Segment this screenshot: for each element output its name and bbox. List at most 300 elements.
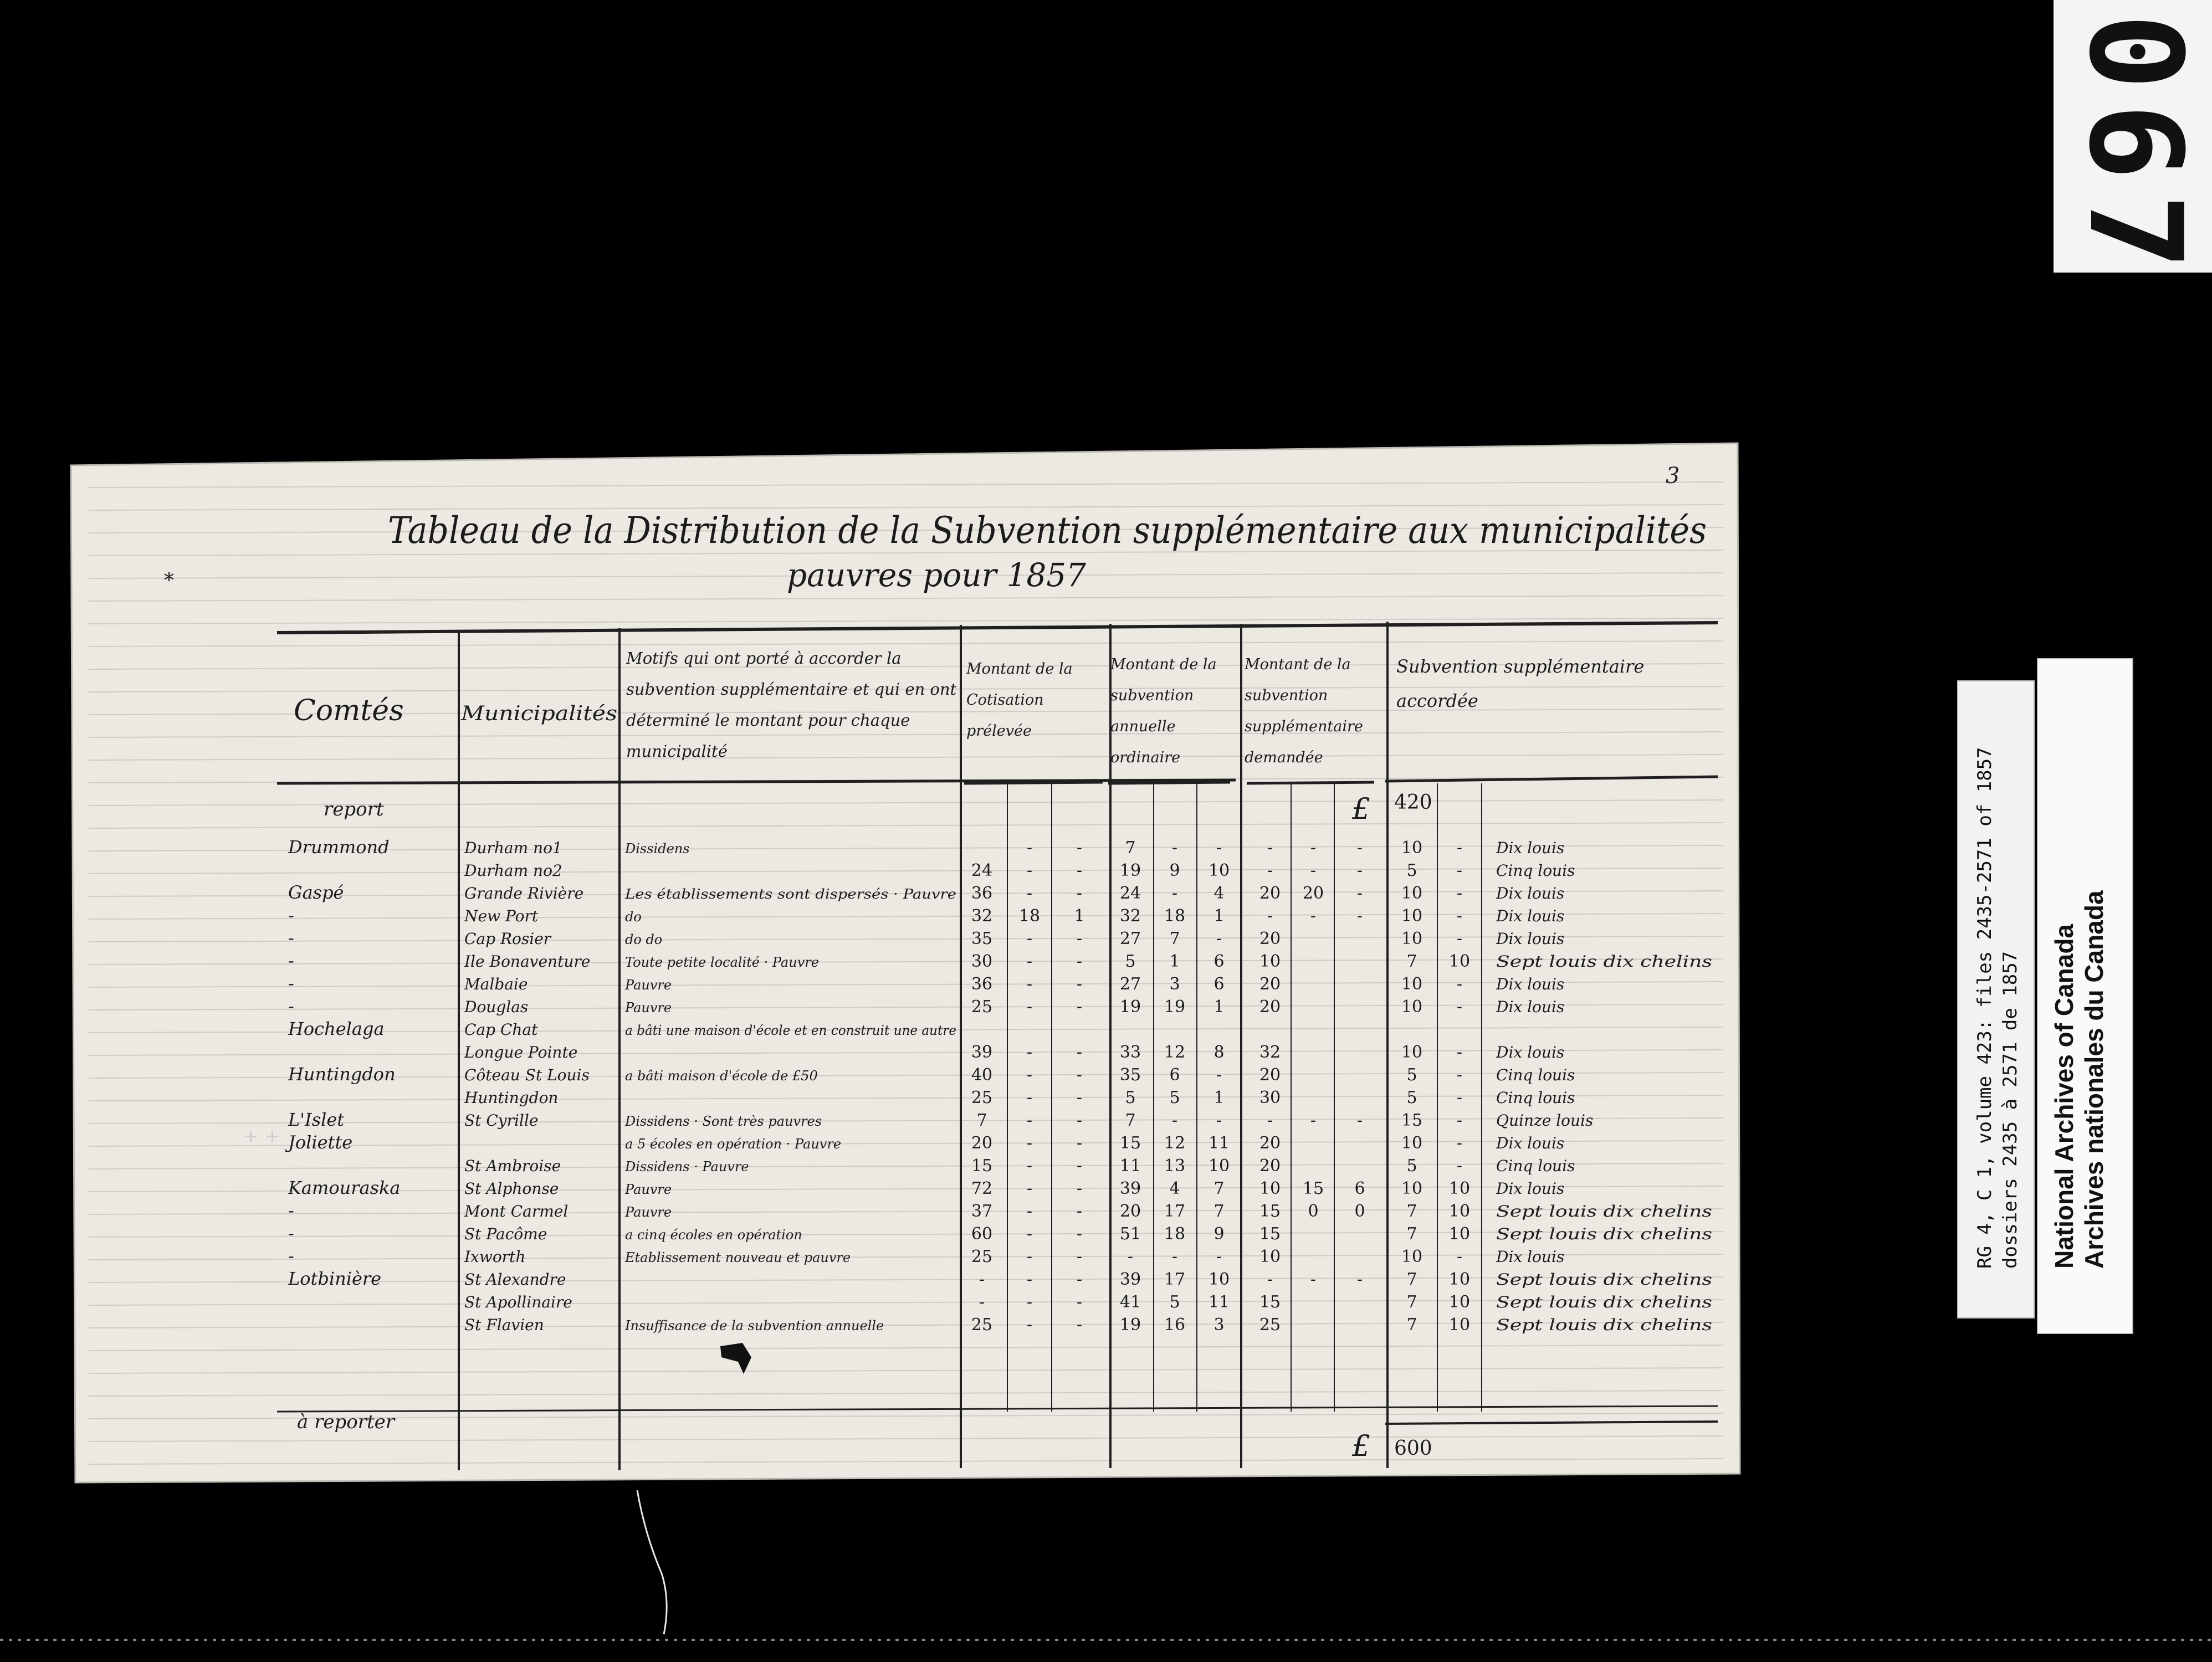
row-municipalite: St Ambroise	[464, 1157, 561, 1175]
row-amount-c3: -	[1076, 1065, 1083, 1085]
row-motif: Les établissements sont dispersés · Pauvre	[624, 886, 956, 902]
row-amount-o2: 17	[1164, 1270, 1186, 1289]
reference-line-fr: dossiers 2435 à 2571 de 1857	[1999, 951, 2021, 1269]
row-amount-c1: 30	[971, 952, 993, 971]
margin-cross: + +	[243, 1125, 280, 1147]
row-amount-c2: -	[1026, 952, 1033, 971]
row-amount-c1: 24	[971, 861, 993, 880]
row-amount-a1: 7	[1406, 1270, 1417, 1289]
row-amount-c1: 72	[971, 1179, 993, 1198]
row-municipalite: Douglas	[464, 998, 529, 1016]
row-amount-c1: 39	[971, 1043, 993, 1062]
row-amount-o3: 3	[1213, 1315, 1225, 1335]
row-amount-o1: 27	[1119, 974, 1141, 994]
row-amount-o3: 10	[1208, 861, 1230, 880]
row-municipalite: Mont Carmel	[464, 1202, 569, 1220]
frame-number: 067	[2061, 13, 2209, 284]
row-municipalite: St Apollinaire	[464, 1293, 572, 1311]
row-amount-o1: 32	[1119, 906, 1141, 926]
row-amount-c2: -	[1026, 1133, 1033, 1153]
row-amount-words: Dix louis	[1496, 1179, 1565, 1198]
row-amount-o2: 3	[1169, 974, 1180, 994]
row-comte: -	[288, 1200, 294, 1221]
page-number: 3	[1666, 463, 1680, 489]
row-motif: Dissidens	[625, 841, 690, 856]
row-amount-c2: -	[1026, 974, 1033, 994]
row-amount-c3: -	[1076, 929, 1083, 948]
row-amount-c2: -	[1026, 1247, 1033, 1266]
carry-currency: £	[1352, 1430, 1371, 1463]
row-amount-a2: 10	[1448, 952, 1471, 971]
row-municipalite: St Pacôme	[464, 1225, 547, 1243]
row-amount-c1: 15	[971, 1156, 993, 1176]
row-amount-o1: 39	[1119, 1270, 1141, 1289]
row-amount-o3: -	[1216, 1065, 1222, 1085]
row-amount-a1: 10	[1401, 884, 1423, 903]
header-accordee: Subvention supplémentaire accordée	[1396, 656, 1645, 711]
document-title-line2: pauvres pour 1857	[787, 556, 1087, 594]
row-amount-o3: -	[1216, 929, 1222, 948]
row-amount-o2: 17	[1164, 1202, 1186, 1221]
row-amount-words: Cinq louis	[1496, 1089, 1575, 1107]
row-motif: a cinq écoles en opération	[625, 1227, 802, 1243]
row-amount-c3: -	[1076, 884, 1083, 903]
row-comte: Kamouraska	[288, 1177, 401, 1198]
row-amount-d3: -	[1356, 906, 1363, 926]
row-amount-a2: -	[1456, 1133, 1463, 1153]
margin-mark: *	[164, 570, 174, 592]
row-amount-o3: -	[1216, 1111, 1222, 1130]
row-amount-words: Sept louis dix chelins	[1496, 952, 1712, 971]
row-amount-o2: 16	[1164, 1315, 1186, 1335]
header-municipalites: Municipalités	[460, 702, 617, 725]
row-amount-c3: -	[1076, 952, 1083, 971]
row-comte: L'Islet	[288, 1109, 345, 1130]
row-motif: Pauvre	[625, 1000, 672, 1015]
header-cotisation: Montant de la Cotisation prélevée	[966, 660, 1073, 740]
header-motifs: Motifs qui ont porté à accorder la subvention supplémentaire et qui en ont déterminé le montant pour chaque municipalité	[626, 649, 957, 761]
row-amount-c2: -	[1026, 1292, 1033, 1312]
row-amount-d1: 20	[1259, 1133, 1281, 1153]
row-amount-words: Sept louis dix chelins	[1496, 1270, 1712, 1289]
row-amount-a2: -	[1456, 1088, 1463, 1107]
row-amount-c3: -	[1076, 838, 1083, 858]
row-amount-c1: 60	[971, 1224, 993, 1244]
row-comte: Hochelaga	[288, 1018, 385, 1039]
row-amount-o1: 7	[1125, 838, 1136, 858]
row-amount-o3: 7	[1213, 1179, 1225, 1198]
row-amount-words: Cinq louis	[1496, 1157, 1575, 1175]
row-amount-d2: -	[1310, 838, 1317, 858]
row-amount-a1: 7	[1406, 1292, 1417, 1312]
row-municipalite: St Cyrille	[464, 1111, 539, 1130]
row-amount-d1: -	[1267, 906, 1273, 926]
row-amount-o1: 41	[1119, 1292, 1141, 1312]
row-amount-o3: 6	[1213, 974, 1225, 994]
row-amount-d1: -	[1267, 861, 1273, 880]
grid-line	[1247, 782, 1374, 783]
row-amount-o3: 8	[1213, 1043, 1225, 1062]
row-amount-c2: -	[1026, 1043, 1033, 1062]
row-amount-c3: -	[1076, 1111, 1083, 1130]
row-amount-a1: 7	[1406, 1202, 1417, 1221]
row-amount-d3: -	[1356, 838, 1363, 858]
row-amount-c1: 40	[971, 1065, 993, 1085]
row-comte: Joliette	[288, 1132, 353, 1153]
row-amount-o2: 18	[1164, 906, 1186, 926]
row-municipalite: Durham no2	[464, 861, 562, 880]
row-amount-o3: 1	[1213, 1088, 1225, 1107]
row-amount-o1: 19	[1119, 861, 1141, 880]
row-comte: -	[288, 905, 294, 926]
row-amount-d1: -	[1267, 1270, 1273, 1289]
row-comte: -	[288, 1245, 294, 1266]
row-amount-a1: 10	[1401, 929, 1423, 948]
row-amount-a1: 10	[1401, 838, 1423, 858]
row-amount-o3: 7	[1213, 1202, 1225, 1221]
row-municipalite: Huntingdon	[464, 1089, 559, 1107]
row-motif: Etablissement nouveau et pauvre	[625, 1250, 851, 1265]
row-amount-o3: 10	[1208, 1156, 1230, 1176]
row-motif: Pauvre	[625, 1204, 672, 1220]
row-amount-a2: 10	[1448, 1270, 1471, 1289]
row-amount-d1: 10	[1259, 1247, 1281, 1266]
row-amount-c3: -	[1076, 1224, 1083, 1244]
row-amount-c2: -	[1026, 1270, 1033, 1289]
row-amount-c2: -	[1026, 1088, 1033, 1107]
row-amount-o2: 7	[1169, 929, 1180, 948]
row-amount-o1: 51	[1119, 1224, 1141, 1244]
row-amount-d1: 15	[1259, 1202, 1281, 1221]
row-amount-a1: 10	[1401, 1133, 1423, 1153]
row-amount-words: Sept louis dix chelins	[1496, 1293, 1712, 1311]
row-amount-o1: -	[1127, 1247, 1134, 1266]
report-currency: £	[1352, 793, 1371, 826]
header-cotisation-box	[966, 654, 1097, 765]
row-comte: -	[288, 996, 294, 1017]
row-amount-c2: -	[1026, 997, 1033, 1017]
row-municipalite: Longue Pointe	[464, 1043, 578, 1061]
row-amount-o2: -	[1171, 1111, 1178, 1130]
row-amount-d3: -	[1356, 861, 1363, 880]
header-demandee-box	[1245, 649, 1380, 766]
row-motif: Pauvre	[625, 1182, 672, 1197]
row-amount-o2: 6	[1169, 1065, 1180, 1085]
row-amount-c2: -	[1026, 929, 1033, 948]
row-amount-c1: -	[979, 1270, 985, 1289]
row-amount-d3: 6	[1354, 1179, 1365, 1198]
row-amount-o3: 11	[1208, 1292, 1230, 1312]
row-amount-c3: -	[1076, 997, 1083, 1017]
row-amount-a2: -	[1456, 1065, 1463, 1085]
row-municipalite: Ile Bonaventure	[464, 952, 591, 971]
row-amount-words: Sept louis dix chelins	[1496, 1225, 1712, 1243]
row-amount-a2: -	[1456, 1111, 1463, 1130]
row-motif: a bâti maison d'école de £50	[625, 1068, 818, 1084]
row-municipalite: St Alphonse	[464, 1179, 559, 1198]
row-amount-words: Cinq louis	[1496, 1066, 1575, 1084]
row-amount-d2: -	[1310, 1270, 1317, 1289]
row-amount-a2: 10	[1448, 1202, 1471, 1221]
row-amount-c2: -	[1026, 1224, 1033, 1244]
row-amount-d3: -	[1356, 1111, 1363, 1130]
row-amount-c1: 25	[971, 1315, 993, 1335]
row-amount-o3: 1	[1213, 997, 1225, 1017]
thread-mark	[637, 1490, 667, 1634]
row-comte: -	[288, 973, 294, 994]
row-amount-words: Dix louis	[1496, 1134, 1565, 1152]
row-amount-c2: -	[1026, 884, 1033, 903]
row-amount-a1: 10	[1401, 1043, 1423, 1062]
row-amount-c3: -	[1076, 1133, 1083, 1153]
row-amount-o3: -	[1216, 1247, 1222, 1266]
row-amount-o2: -	[1171, 1247, 1178, 1266]
row-amount-o1: 39	[1119, 1179, 1141, 1198]
row-municipalite: St Alexandre	[464, 1270, 566, 1289]
row-amount-d2: 15	[1302, 1179, 1324, 1198]
row-municipalite: Malbaie	[464, 975, 528, 993]
row-amount-c3: -	[1076, 1292, 1083, 1312]
row-motif: Dissidens · Pauvre	[625, 1159, 749, 1174]
row-comte: Gaspé	[288, 882, 344, 903]
row-amount-o1: 15	[1119, 1133, 1141, 1153]
row-amount-d2: 20	[1302, 884, 1324, 903]
row-amount-o2: 5	[1169, 1292, 1180, 1312]
row-amount-a1: 7	[1406, 1315, 1417, 1335]
archive-name-fr: Archives nationales du Canada	[2080, 890, 2108, 1269]
row-municipalite: Grande Rivière	[464, 884, 584, 902]
row-amount-o3: -	[1216, 838, 1222, 858]
row-motif: a 5 écoles en opération · Pauvre	[625, 1136, 842, 1152]
row-amount-c3: -	[1076, 1270, 1083, 1289]
row-amount-o2: 4	[1169, 1179, 1180, 1198]
row-amount-o1: 5	[1125, 952, 1136, 971]
row-amount-d1: 20	[1259, 1156, 1281, 1176]
row-amount-a1: 5	[1406, 1065, 1417, 1085]
row-comte: Huntingdon	[288, 1064, 396, 1085]
row-amount-c1: 37	[971, 1202, 993, 1221]
row-amount-d2: -	[1310, 861, 1317, 880]
row-amount-a1: 5	[1406, 1156, 1417, 1176]
row-amount-o1: 5	[1125, 1088, 1136, 1107]
row-amount-c3: -	[1076, 974, 1083, 994]
row-comte: -	[288, 1223, 294, 1244]
row-amount-a2: -	[1456, 838, 1463, 858]
row-amount-c3: -	[1076, 1088, 1083, 1107]
row-amount-words: Dix louis	[1496, 930, 1565, 948]
row-amount-a2: -	[1456, 906, 1463, 926]
row-amount-d3: -	[1356, 884, 1363, 903]
row-amount-a2: 10	[1448, 1179, 1471, 1198]
header-ordinaire-box	[1110, 649, 1241, 766]
row-amount-a2: -	[1456, 884, 1463, 903]
header-comtes: Comtés	[294, 694, 404, 727]
row-municipalite: St Flavien	[464, 1316, 544, 1334]
row-amount-o2: 19	[1164, 997, 1186, 1017]
row-amount-c2: -	[1026, 838, 1033, 858]
row-amount-a1: 10	[1401, 1179, 1423, 1198]
row-amount-o1: 7	[1125, 1111, 1136, 1130]
row-amount-o1: 19	[1119, 1315, 1141, 1335]
row-amount-d2: -	[1310, 1111, 1317, 1130]
row-amount-a1: 7	[1406, 1224, 1417, 1244]
row-amount-c1: 25	[971, 1088, 993, 1107]
row-amount-d1: 15	[1259, 1224, 1281, 1244]
row-amount-d1: -	[1267, 1111, 1273, 1130]
row-amount-o2: 18	[1164, 1224, 1186, 1244]
row-amount-words: Dix louis	[1496, 907, 1565, 925]
row-amount-d1: -	[1267, 838, 1273, 858]
row-amount-o1: 35	[1119, 1065, 1141, 1085]
row-amount-a2: -	[1456, 974, 1463, 994]
row-amount-a2: 10	[1448, 1315, 1471, 1335]
row-amount-o2: -	[1171, 838, 1178, 858]
grid-line	[964, 782, 1103, 783]
row-amount-o3: 1	[1213, 906, 1225, 926]
row-amount-o2: 5	[1169, 1088, 1180, 1107]
row-municipalite: Cap Rosier	[464, 930, 551, 948]
row-amount-a1: 5	[1406, 1088, 1417, 1107]
row-motif: Pauvre	[625, 977, 672, 993]
row-amount-c3: 1	[1074, 906, 1085, 926]
row-amount-words: Quinze louis	[1496, 1111, 1594, 1130]
row-comte: Lotbinière	[288, 1268, 382, 1289]
reference-line-en: RG 4, C 1, volume 423: files 2435-2571 of 1857	[1974, 747, 1996, 1269]
row-amount-words: Dix louis	[1496, 998, 1565, 1016]
row-amount-d1: 20	[1259, 1065, 1281, 1085]
row-amount-o1: 27	[1119, 929, 1141, 948]
document-title-line1: Tableau de la Distribution de la Subvention supplémentaire aux municipalités	[388, 509, 1707, 552]
row-amount-d1: 30	[1259, 1088, 1281, 1107]
row-amount-a1: 5	[1406, 861, 1417, 880]
row-amount-d2: -	[1310, 906, 1317, 926]
row-municipalite: New Port	[464, 907, 539, 925]
row-amount-a2: -	[1456, 861, 1463, 880]
row-amount-a2: -	[1456, 1043, 1463, 1062]
row-amount-c3: -	[1076, 1202, 1083, 1221]
row-amount-d1: 25	[1259, 1315, 1281, 1335]
row-comte: Drummond	[288, 837, 390, 858]
row-amount-words: Sept louis dix chelins	[1496, 1316, 1712, 1334]
row-amount-o3: 4	[1213, 884, 1225, 903]
archive-name-en: National Archives of Canada	[2050, 924, 2078, 1269]
row-motif: do	[625, 909, 642, 925]
row-amount-a1: 10	[1401, 1247, 1423, 1266]
row-motif: Dissidens · Sont très pauvres	[625, 1114, 822, 1129]
row-amount-o2: 12	[1164, 1133, 1186, 1153]
row-amount-o1: 19	[1119, 997, 1141, 1017]
row-amount-c1: 35	[971, 929, 993, 948]
row-amount-c2: -	[1026, 1179, 1033, 1198]
row-amount-d1: 10	[1259, 1179, 1281, 1198]
row-motif: do do	[625, 932, 663, 947]
row-amount-c1: -	[979, 1292, 985, 1312]
header-ordinaire: Montant de la subvention annuelle ordinaire	[1110, 656, 1217, 766]
row-amount-o1: 33	[1119, 1043, 1141, 1062]
row-amount-c1: 20	[971, 1133, 993, 1153]
carry-label: à reporter	[297, 1411, 395, 1433]
row-amount-a1: 10	[1401, 906, 1423, 926]
row-amount-a1: 10	[1401, 974, 1423, 994]
row-amount-c3: -	[1076, 1156, 1083, 1176]
row-amount-o3: 10	[1208, 1270, 1230, 1289]
row-amount-words: Dix louis	[1496, 1248, 1565, 1266]
row-amount-c2: -	[1026, 1315, 1033, 1335]
row-amount-o3: 9	[1213, 1224, 1225, 1244]
row-amount-c2: -	[1026, 1202, 1033, 1221]
row-amount-c2: 18	[1018, 906, 1041, 926]
grid-line	[1108, 782, 1230, 783]
row-amount-words: Dix louis	[1496, 839, 1565, 857]
row-amount-o1: 11	[1119, 1156, 1141, 1176]
row-amount-c3: -	[1076, 1179, 1083, 1198]
row-amount-c2: -	[1026, 1065, 1033, 1085]
header-accordee-box	[1396, 649, 1718, 743]
row-amount-c3: -	[1076, 1043, 1083, 1062]
row-amount-o2: 1	[1169, 952, 1180, 971]
row-amount-words: Dix louis	[1496, 884, 1565, 902]
reference-label-strip	[1957, 680, 2035, 1319]
header-demandee: Montant de la subvention supplémentaire demandée	[1245, 656, 1363, 766]
carry-total: 600	[1394, 1437, 1432, 1460]
row-amount-c3: -	[1076, 1247, 1083, 1266]
report-total: 420	[1394, 791, 1432, 814]
row-municipalite: Durham no1	[464, 839, 562, 857]
row-amount-a2: 10	[1448, 1224, 1471, 1244]
row-amount-d1: 32	[1259, 1043, 1281, 1062]
row-amount-o2: -	[1171, 884, 1178, 903]
row-amount-o3: 11	[1208, 1133, 1230, 1153]
row-amount-a1: 7	[1406, 952, 1417, 971]
row-amount-a2: 10	[1448, 1292, 1471, 1312]
row-amount-c2: -	[1026, 1111, 1033, 1130]
row-motif: Toute petite localité · Pauvre	[625, 955, 819, 970]
row-amount-c1: 25	[971, 1247, 993, 1266]
row-motif: Insuffisance de la subvention annuelle	[625, 1318, 884, 1333]
row-amount-d1: 20	[1259, 884, 1281, 903]
row-amount-c1: 36	[971, 974, 993, 994]
row-municipalite: Ixworth	[464, 1248, 526, 1266]
header-motifs-box	[626, 643, 959, 770]
row-amount-d1: 10	[1259, 952, 1281, 971]
row-amount-words: Cinq louis	[1496, 861, 1575, 880]
row-amount-o2: 13	[1164, 1156, 1186, 1176]
row-amount-d1: 20	[1259, 929, 1281, 948]
row-amount-o1: 20	[1119, 1202, 1141, 1221]
row-amount-o2: 9	[1169, 861, 1180, 880]
row-amount-c3: -	[1076, 1315, 1083, 1335]
row-comte: -	[288, 950, 294, 971]
row-amount-c1: 25	[971, 997, 993, 1017]
row-amount-a2: -	[1456, 929, 1463, 948]
row-motif: a bâti une maison d'école et en construit une autre	[625, 1023, 956, 1038]
row-amount-d1: 20	[1259, 997, 1281, 1017]
row-amount-d3: -	[1356, 1270, 1363, 1289]
row-municipalite: Côteau St Louis	[464, 1066, 590, 1084]
row-amount-d1: 20	[1259, 974, 1281, 994]
row-amount-c2: -	[1026, 861, 1033, 880]
row-amount-a2: -	[1456, 997, 1463, 1017]
row-amount-c1: 36	[971, 884, 993, 903]
row-amount-words: Dix louis	[1496, 975, 1565, 993]
row-amount-d1: 15	[1259, 1292, 1281, 1312]
row-amount-a1: 15	[1401, 1111, 1423, 1130]
row-comte: -	[288, 927, 294, 948]
row-amount-a2: -	[1456, 1247, 1463, 1266]
row-amount-c3: -	[1076, 861, 1083, 880]
row-amount-words: Dix louis	[1496, 1043, 1565, 1061]
row-amount-d3: 0	[1354, 1202, 1365, 1221]
